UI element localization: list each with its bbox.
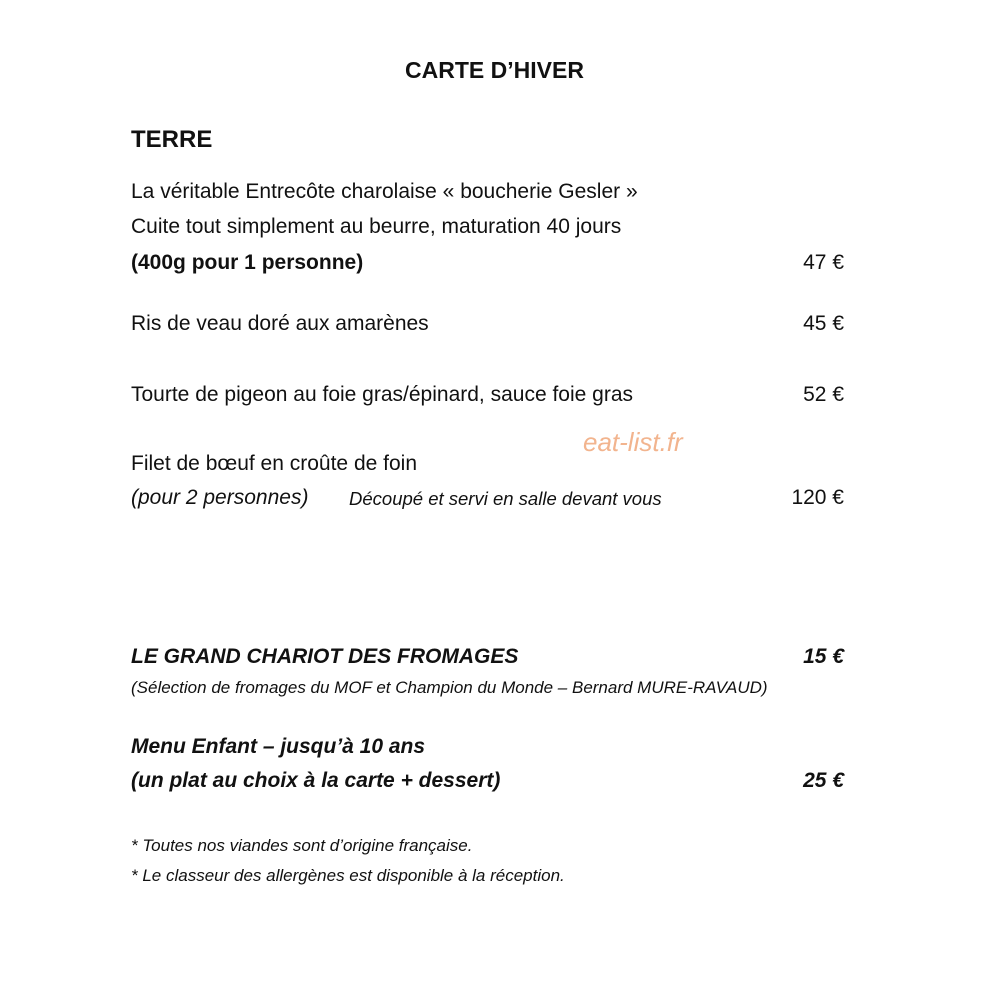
note-origine-viandes: * Toutes nos viandes sont d’origine française. [131, 836, 473, 855]
dish-ris-de-veau-price: 45 € [803, 312, 844, 335]
dish-entrecote-name: La véritable Entrecôte charolaise « boucherie Gesler » [131, 180, 638, 203]
dish-filet-boeuf-name: Filet de bœuf en croûte de foin [131, 452, 417, 475]
dish-filet-boeuf-price: 120 € [791, 486, 844, 509]
watermark-text: eat-list.fr [583, 427, 683, 457]
menu-enfant-price: 25 € [803, 769, 844, 792]
dish-ris-de-veau-name: Ris de veau doré aux amarènes [131, 312, 429, 335]
dish-filet-boeuf-portion: (pour 2 personnes) [131, 486, 309, 509]
dish-entrecote-price: 47 € [803, 251, 844, 274]
menu-enfant-subtitle: (un plat au choix à la carte + dessert) [131, 769, 501, 792]
note-allergenes: * Le classeur des allergènes est disponible à la réception. [131, 866, 565, 885]
dish-filet-boeuf-service-note: Découpé et servi en salle devant vous [349, 488, 662, 509]
dish-tourte-pigeon-name: Tourte de pigeon au foie gras/épinard, sauce foie gras [131, 383, 634, 406]
dish-entrecote-description: Cuite tout simplement au beurre, maturation 40 jours [131, 215, 622, 238]
menu-enfant-title: Menu Enfant – jusqu’à 10 ans [131, 735, 426, 758]
fromages-price: 15 € [803, 645, 844, 668]
dish-tourte-pigeon-price: 52 € [803, 383, 844, 406]
dish-entrecote-portion: (400g pour 1 personne) [131, 251, 364, 274]
fromages-subtitle: (Sélection de fromages du MOF et Champion du Monde – Bernard MURE-RAVAUD) [131, 678, 768, 697]
menu-title: CARTE D’HIVER [405, 57, 584, 83]
fromages-title: LE GRAND CHARIOT DES FROMAGES [131, 645, 519, 668]
section-heading-terre: TERRE [131, 126, 213, 153]
